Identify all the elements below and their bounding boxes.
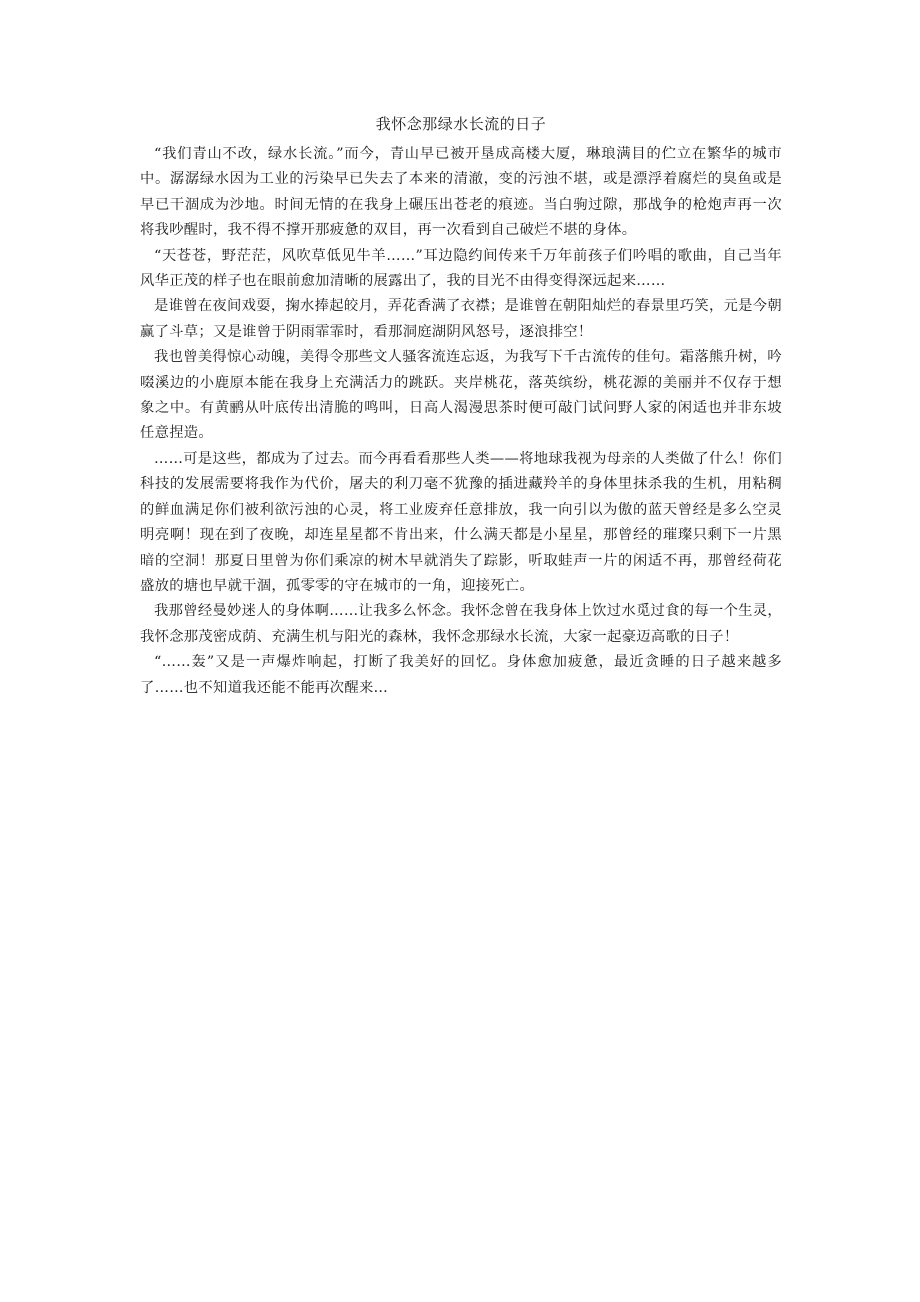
paragraph-2: “天苍苍，野茫茫，风吹草低见牛羊……”耳边隐约间传来千万年前孩子们吟唱的歌曲，自己当年风华正茂的样子也在眼前愈加清晰的展露出了，我的目光不由得变得深远起来…… (140, 247, 782, 290)
paragraph-1: “我们青山不改，绿水长流。”而今，青山早已被开垦成高楼大厦，琳琅满目的伫立在繁华的城市中。潺潺绿水因为工业的污染早已失去了本来的清澈，变的污浊不堪，或是漂浮着腐烂的臭鱼或是早已干涸成为沙地。时间无情的在我身上碾压出苍老的痕迹。当白驹过隙，那战争的枪炮声再一次将我吵醒时，我不得不撑开那疲惫的双目，再一次看到自己破烂不堪的身体。 (140, 146, 782, 239)
paragraph-7: “……轰”又是一声爆炸响起，打断了我美好的回忆。身体愈加疲惫，最近贪睡的日子越来越多了……也不知道我还能不能再次醒来… (140, 654, 782, 696)
paragraph-3: 是谁曾在夜间戏耍，掬水捧起皎月，弄花香满了衣襟；是谁曾在朝阳灿烂的春景里巧笑，元是今朝赢了斗草；又是谁曾于阴雨霏霏时，看那洞庭湖阴风怒号，逐浪排空！ (140, 298, 782, 340)
paragraph-5: ……可是这些，都成为了过去。而今再看看那些人类——将地球我视为母亲的人类做了什么！你们科技的发展需要将我作为代价，屠夫的利刀毫不犹豫的插进藏羚羊的身体里抹杀我的生机，用粘稠的鲜血满足你们被利欲污浊的心灵，将工业废弃任意排放，我一向引以为傲的蓝天曾经是多么空灵明亮啊！现在到了夜晚，却连星星都不肯出来，什么满天都是小星星，那曾经的璀璨只剩下一片黑暗的空洞！那夏日里曾为你们乘凉的树木早就消失了踪影，听取蛙声一片的闲适不再，那曾经荷花盛放的塘也早就干涸，孤零零的守在城市的一角，迎接死亡。 (140, 450, 782, 594)
paragraph-6: 我那曾经曼妙迷人的身体啊……让我多么怀念。我怀念曾在我身体上饮过水觅过食的每一个生灵，我怀念那茂密成荫、充满生机与阳光的森林，我怀念那绿水长流，大家一起豪迈高歌的日子！ (140, 603, 782, 645)
document-page (140, 112, 782, 701)
document-title: 我怀念那绿水长流的日子 (375, 115, 547, 133)
paragraph-4: 我也曾美得惊心动魄，美得令那些文人骚客流连忘返，为我写下千古流传的佳句。霜落熊升树，吟啜溪边的小鹿原本能在我身上充满活力的跳跃。夹岸桃花，落英缤纷，桃花源的美丽并不仅存于想象之中。有黄鹂从叶底传出清脆的鸣叫，日高人渴漫思茶时便可敲门试问野人家的闲适也并非东坡任意捏造。 (140, 349, 782, 442)
